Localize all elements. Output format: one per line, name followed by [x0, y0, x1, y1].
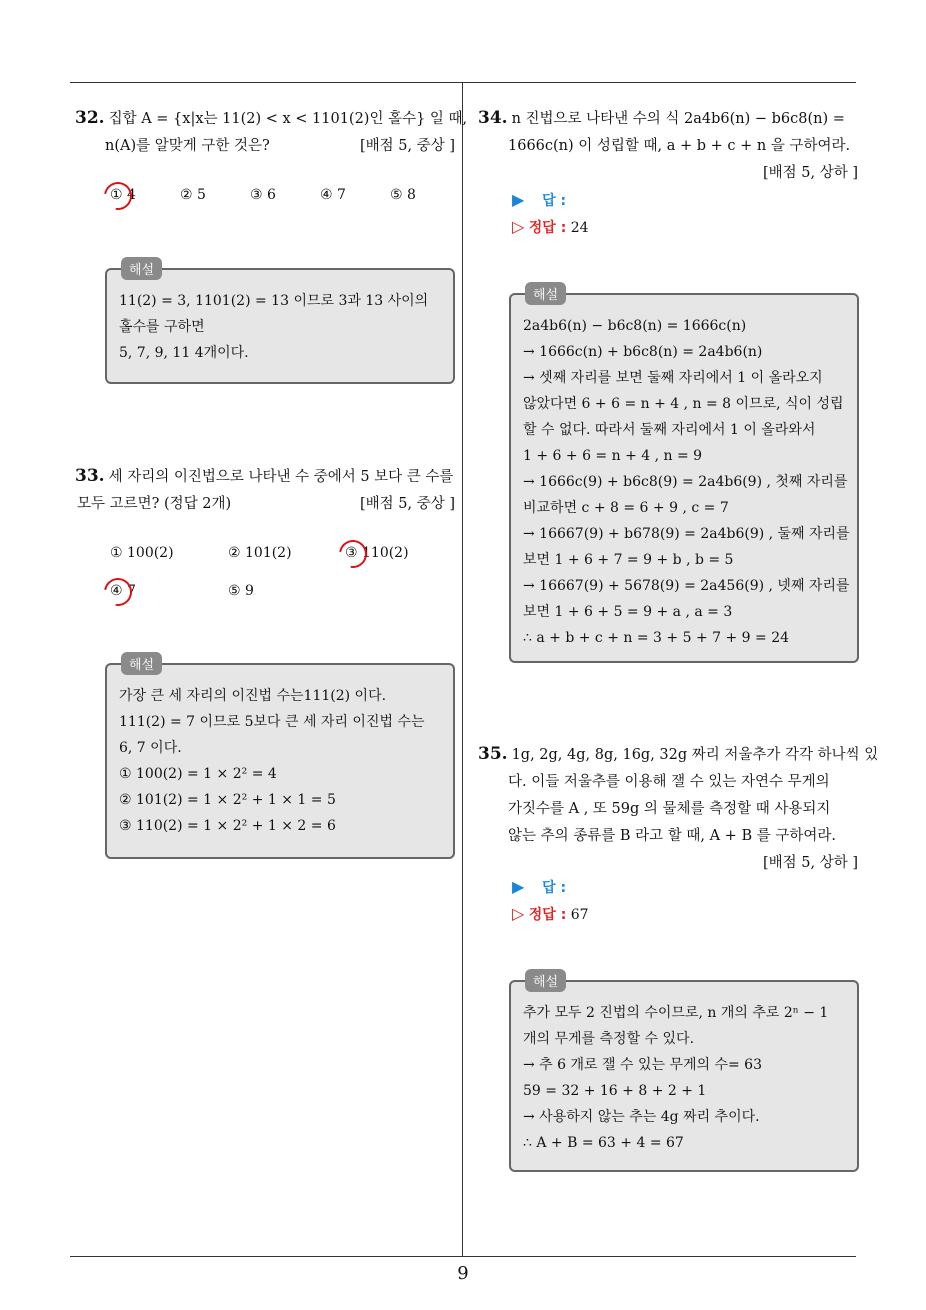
correct-value: 24	[570, 220, 589, 236]
play-outline-icon: ▷	[512, 217, 525, 236]
choice-4[interactable]: ④ 7	[320, 187, 346, 203]
solution-line: 2a4b6(n) − b6c8(n) = 1666c(n)	[523, 318, 747, 334]
page-number: 9	[457, 1263, 469, 1284]
solution-line: ① 100(2) = 1 × 2² = 4	[119, 766, 277, 782]
solution-box-35	[509, 975, 859, 1172]
solution-line: 할 수 없다. 따라서 둘째 자리에서 1 이 올라와서	[523, 422, 816, 438]
question-number: 34.	[478, 108, 508, 128]
question-text-line1: 1g, 2g, 4g, 8g, 16g, 32g 짜리 저울추가 각각 하나씩 있	[511, 747, 879, 763]
question-text-line3: 가짓수를 A , 또 59g 의 물체를 측정할 때 사용되지	[508, 801, 831, 817]
correct-label: 정답 :	[528, 907, 567, 923]
solution-line: 홀수를 구하면	[119, 319, 205, 335]
bottom-rule	[70, 1256, 856, 1257]
solution-box-34	[509, 288, 859, 663]
score-meta: [배점 5, 중상 ]	[359, 496, 455, 512]
question-number: 35.	[478, 744, 508, 764]
score-meta: [배점 5, 상하 ]	[762, 165, 858, 181]
correct-answer-line	[512, 904, 589, 924]
choice-1[interactable]: ① 4	[110, 187, 136, 203]
solution-line: 111(2) = 7 이므로 5보다 큰 세 자리 이진법 수는	[119, 714, 425, 730]
solution-line: 가장 큰 세 자리의 이진법 수는111(2) 이다.	[119, 688, 387, 704]
solution-line: 5, 7, 9, 11 4개이다.	[119, 345, 249, 361]
question-34	[478, 105, 858, 187]
question-number: 32.	[75, 108, 105, 128]
correct-answer-line	[512, 217, 589, 237]
score-meta: [배점 5, 중상 ]	[359, 138, 455, 154]
question-35	[478, 741, 879, 877]
choice-5[interactable]: ⑤ 8	[390, 187, 416, 203]
solution-line: → 16667(9) + b678(9) = 2a4b6(9) , 둘째 자리를	[523, 526, 850, 542]
answer-label: 답 :	[542, 193, 567, 209]
selected-mark-icon	[99, 177, 138, 216]
solution-line: ∴ A + B = 63 + 4 = 67	[523, 1135, 684, 1151]
score-meta: [배점 5, 상하 ]	[762, 855, 858, 871]
selected-mark-icon	[99, 573, 138, 612]
correct-value: 67	[570, 907, 589, 923]
question-text-line2: 다. 이들 저울추를 이용해 잴 수 있는 자연수 무게의	[508, 774, 830, 790]
solution-line: ∴ a + b + c + n = 3 + 5 + 7 + 9 = 24	[523, 630, 790, 646]
question-32	[75, 105, 468, 160]
solution-line: → 셋째 자리를 보면 둘째 자리에서 1 이 올라오지	[523, 370, 823, 386]
question-text-line2: 1666c(n) 이 성립할 때, a + b + c + n 을 구하여라.	[508, 138, 851, 154]
play-icon: ▶	[512, 877, 525, 896]
solution-line: 않았다면 6 + 6 = n + 4 , n = 8 이므로, 식이 성립	[523, 396, 844, 412]
solution-line: → 1666c(9) + b6c8(9) = 2a4b6(9) , 첫째 자리를	[523, 474, 848, 490]
play-icon: ▶	[512, 190, 525, 209]
choice-4[interactable]: ④ 7	[110, 583, 136, 599]
choice-5[interactable]: ⑤ 9	[228, 583, 254, 599]
answer-line	[512, 877, 566, 897]
solution-line: 보면 1 + 6 + 7 = 9 + b , b = 5	[523, 552, 734, 568]
solution-line: 1 + 6 + 6 = n + 4 , n = 9	[523, 448, 703, 464]
solution-line: 보면 1 + 6 + 5 = 9 + a , a = 3	[523, 604, 733, 620]
solution-line: → 1666c(n) + b6c8(n) = 2a4b6(n)	[523, 344, 763, 360]
choice-2[interactable]: ② 101(2)	[228, 545, 292, 561]
solution-line: 비교하면 c + 8 = 6 + 9 , c = 7	[523, 500, 729, 516]
solution-box-33	[105, 658, 455, 859]
solution-line: → 사용하지 않는 추는 4g 짜리 추이다.	[523, 1109, 760, 1125]
solution-line: → 추 6 개로 잴 수 있는 무게의 수= 63	[523, 1057, 762, 1073]
solution-line: 11(2) = 3, 1101(2) = 13 이므로 3과 13 사이의	[119, 293, 429, 309]
column-divider	[462, 82, 463, 1256]
choice-2[interactable]: ② 5	[180, 187, 206, 203]
answer-line	[512, 190, 566, 210]
solution-line: 추가 모두 2 진법의 수이므로, n 개의 추로 2ⁿ − 1	[523, 1005, 829, 1021]
solution-line: ③ 110(2) = 1 × 2² + 1 × 2 = 6	[119, 818, 336, 834]
question-text-line1: 집합 A = {x|x는 11(2) < x < 1101(2)인 홀수} 일 때,	[108, 111, 468, 127]
question-33	[75, 463, 455, 518]
question-text-line2: n(A)를 알맞게 구한 것은?	[105, 138, 270, 154]
solution-tag: 해설	[525, 969, 566, 992]
choice-3[interactable]: ③ 6	[250, 187, 276, 203]
solution-tag: 해설	[525, 282, 566, 305]
solution-box-32	[105, 263, 455, 384]
solution-line: 6, 7 이다.	[119, 740, 182, 756]
solution-line: 개의 무게를 측정할 수 있다.	[523, 1031, 695, 1047]
solution-tag: 해설	[121, 257, 162, 280]
choice-1[interactable]: ① 100(2)	[110, 545, 174, 561]
question-text-line4: 않는 추의 종류를 B 라고 할 때, A + B 를 구하여라.	[508, 828, 836, 844]
solution-line: ② 101(2) = 1 × 2² + 1 × 1 = 5	[119, 792, 336, 808]
selected-mark-icon	[334, 535, 373, 574]
question-text-line1: 세 자리의 이진법으로 나타낸 수 중에서 5 보다 큰 수를	[108, 469, 454, 485]
question-text-line2: 모두 고르면? (정답 2개)	[77, 496, 232, 512]
solution-tag: 해설	[121, 652, 162, 675]
correct-label: 정답 :	[528, 220, 567, 236]
solution-line: → 16667(9) + 5678(9) = 2a456(9) , 넷째 자리를	[523, 578, 850, 594]
top-rule	[70, 82, 856, 83]
solution-line: 59 = 32 + 16 + 8 + 2 + 1	[523, 1083, 707, 1099]
question-text-line1: n 진법으로 나타낸 수의 식 2a4b6(n) − b6c8(n) =	[511, 111, 845, 127]
play-outline-icon: ▷	[512, 904, 525, 923]
choice-3[interactable]: ③ 110(2)	[345, 545, 409, 561]
question-number: 33.	[75, 466, 105, 486]
answer-label: 답 :	[542, 880, 567, 896]
